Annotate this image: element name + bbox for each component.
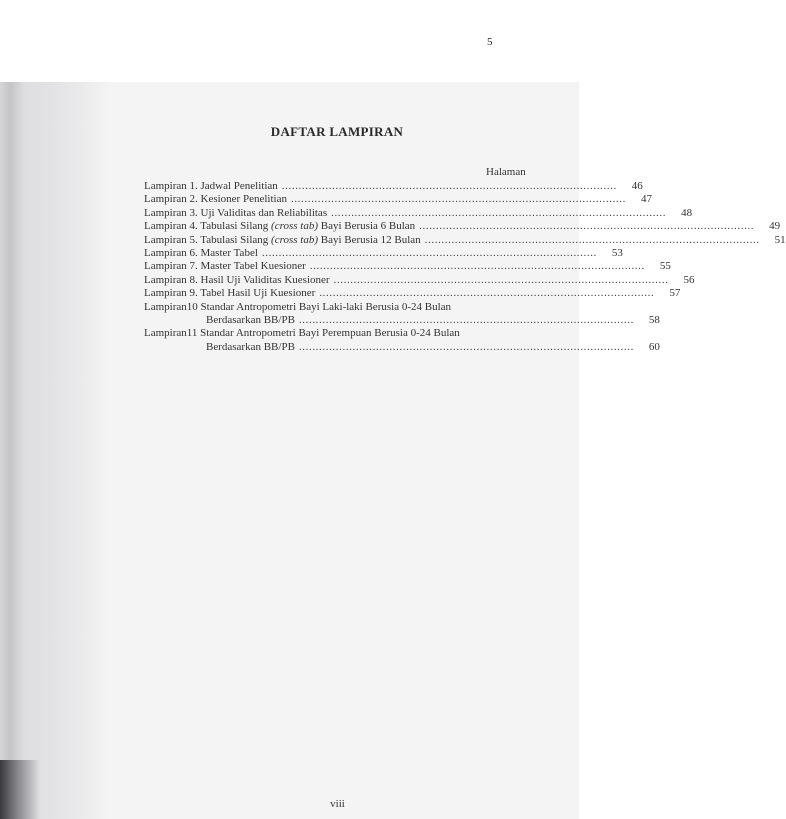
footer-page-number: viii bbox=[330, 798, 345, 810]
toc-entry-10-continuation bbox=[144, 314, 660, 327]
toc-entry-label: Lampiran 2. Kesioner Penelitian bbox=[144, 193, 287, 206]
appendix-list bbox=[144, 180, 786, 354]
toc-entry-label-italic: (cross tab) bbox=[271, 233, 318, 246]
toc-entry-1 bbox=[144, 180, 643, 193]
toc-entry-2 bbox=[144, 193, 652, 206]
toc-entry-9 bbox=[144, 287, 681, 300]
leader-dots: .................................................................................................... bbox=[298, 340, 634, 353]
leader-dots: .................................................................................................... bbox=[424, 233, 760, 246]
toc-entry-label-post: Bayi Berusia 12 Bulan bbox=[318, 233, 421, 246]
toc-entry-label: Lampiran 9. Tabel Hasil Uji Kuesioner bbox=[144, 287, 316, 300]
toc-entry-page: 55 bbox=[659, 260, 671, 273]
toc-entry-page: 49 bbox=[769, 220, 781, 233]
toc-entry-label-cont: Berdasarkan BB/PB bbox=[206, 340, 295, 353]
toc-entry-11-continuation bbox=[144, 340, 660, 354]
toc-entry-label-pre: Lampiran 5. Tabulasi Silang bbox=[144, 233, 272, 246]
page-title: DAFTAR LAMPIRAN bbox=[270, 124, 404, 139]
toc-entry-7 bbox=[144, 260, 671, 273]
toc-entry-page: 53 bbox=[611, 247, 623, 260]
leader-dots: .................................................................................................... bbox=[331, 206, 667, 219]
toc-entry-page: 58 bbox=[648, 314, 660, 327]
toc-entry-page: 60 bbox=[648, 340, 660, 353]
toc-entry-8 bbox=[144, 273, 695, 287]
halaman-label: Halaman bbox=[486, 166, 526, 178]
toc-entry-page: 47 bbox=[640, 193, 652, 206]
toc-entry-label: Lampiran 8. Hasil Uji Validitas Kuesioner bbox=[144, 273, 330, 286]
toc-entry-page: 48 bbox=[681, 206, 693, 219]
toc-entry-5 bbox=[144, 233, 786, 247]
toc-entry-label: Lampiran 1. Jadwal Penelitian bbox=[144, 180, 278, 192]
toc-entry-label: Lampiran 3. Uji Validitas dan Reliabilitas bbox=[144, 206, 328, 219]
toc-entry-label: Lampiran 6. Master Tabel bbox=[144, 247, 258, 260]
toc-entry-label: Lampiran 7. Master Tabel Kuesioner bbox=[144, 260, 306, 273]
leader-dots: .................................................................................................... bbox=[298, 314, 634, 327]
toc-entry-label-post: Bayi Berusia 6 Bulan bbox=[318, 220, 416, 233]
leader-dots: .................................................................................................... bbox=[319, 287, 655, 300]
toc-entry-page: 51 bbox=[774, 233, 786, 246]
toc-entry-4 bbox=[144, 220, 781, 233]
toc-entry-10 bbox=[144, 301, 532, 314]
leader-dots: .................................................................................................... bbox=[261, 247, 597, 260]
toc-entry-3 bbox=[144, 206, 693, 220]
leader-dots: .................................................................................................... bbox=[419, 220, 755, 233]
toc-entry-11 bbox=[144, 327, 532, 340]
toc-entry-label-pre: Lampiran 4. Tabulasi Silang bbox=[144, 220, 272, 233]
leader-dots: .................................................................................................... bbox=[290, 193, 626, 206]
toc-entry-page: 56 bbox=[683, 273, 695, 286]
leader-dots: .................................................................................................... bbox=[333, 273, 669, 286]
leader-dots: .................................................................................................... bbox=[281, 180, 617, 192]
toc-entry-page: 46 bbox=[631, 180, 643, 192]
toc-entry-page: 57 bbox=[669, 287, 681, 300]
toc-entry-6 bbox=[144, 247, 623, 260]
toc-entry-label: Lampiran10 Standar Antropometri Bayi Laki-laki Berusia 0-24 Bulan bbox=[144, 300, 452, 313]
toc-entry-label-cont: Berdasarkan BB/PB bbox=[206, 314, 295, 327]
book-edge-shadow bbox=[0, 760, 40, 819]
toc-entry-label bbox=[144, 234, 421, 247]
page-number: 5 bbox=[487, 36, 493, 48]
leader-dots: .................................................................................................... bbox=[309, 260, 645, 273]
toc-entry-label: Lampiran11 Standar Antropometri Bayi Perempuan Berusia 0-24 Bulan bbox=[144, 327, 460, 340]
toc-entry-label-italic: (cross tab) bbox=[271, 220, 318, 233]
toc-entry-label bbox=[144, 220, 415, 233]
book-gutter-shadow bbox=[0, 82, 110, 819]
